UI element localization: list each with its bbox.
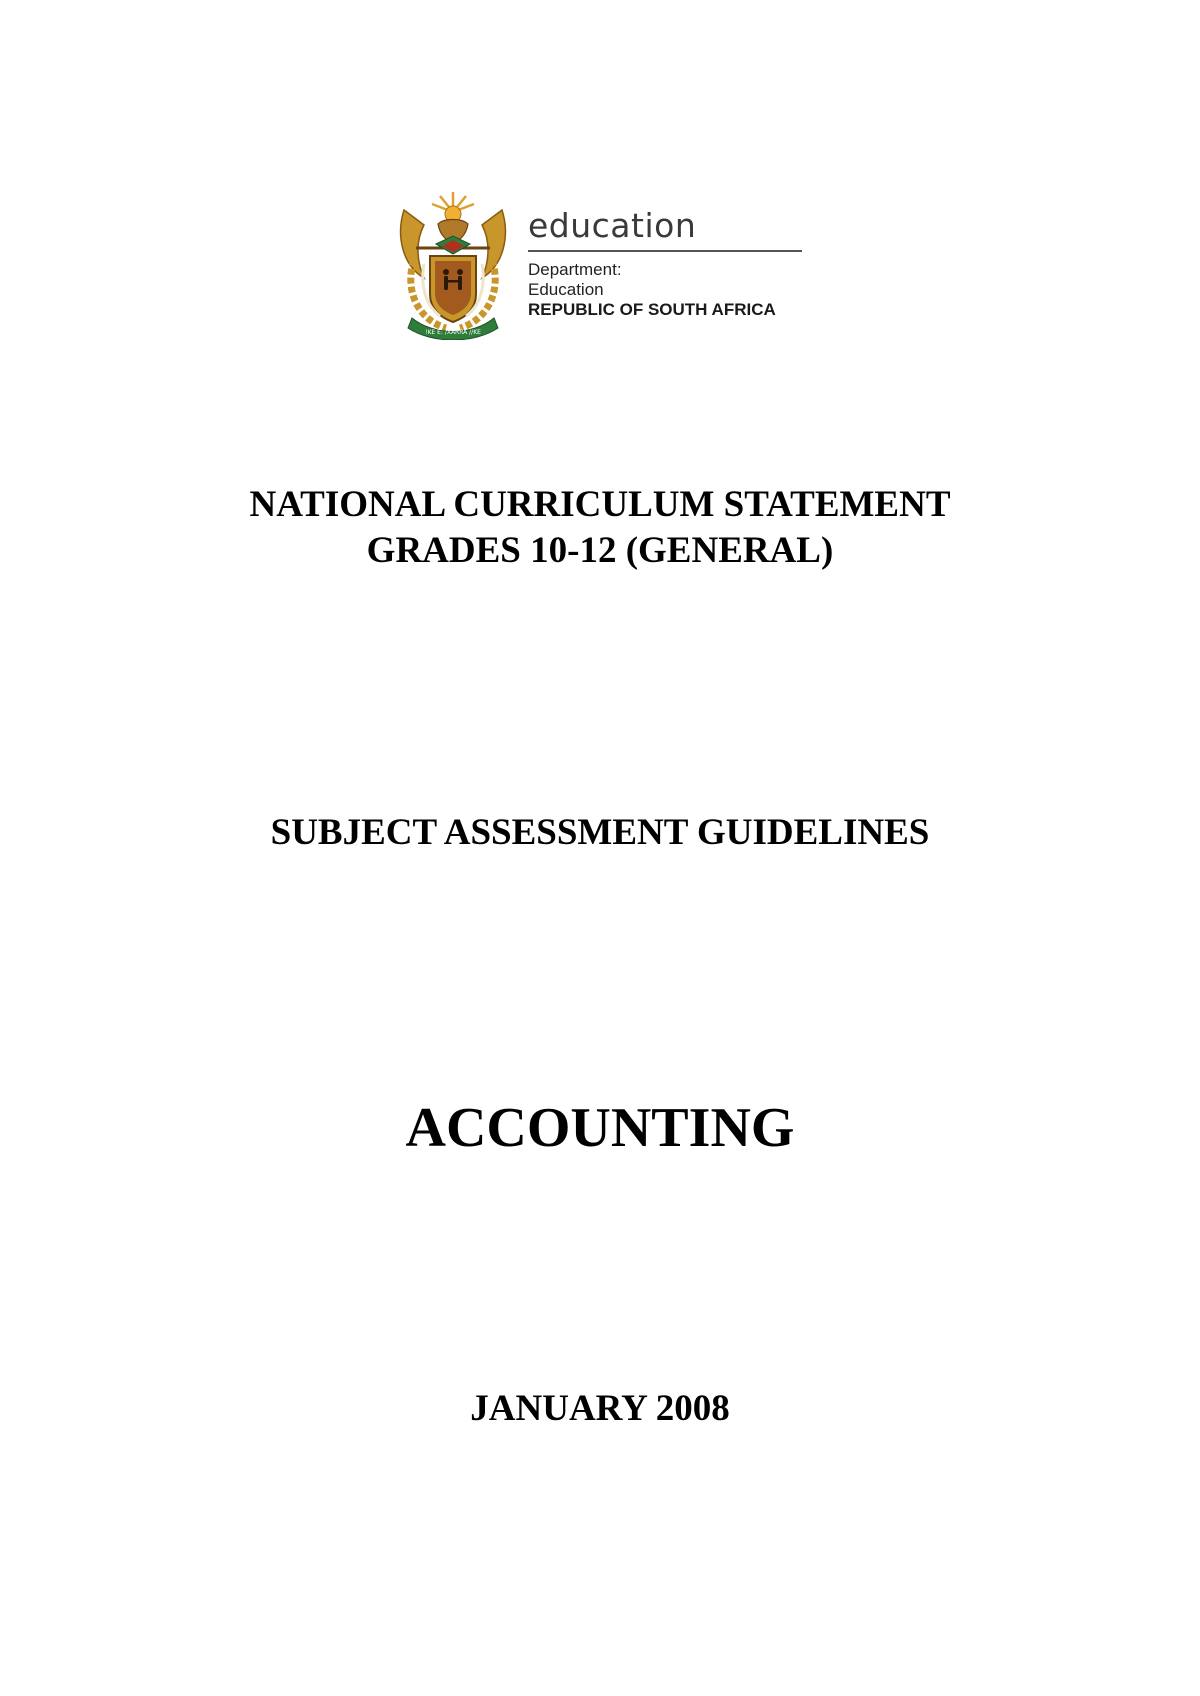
svg-text:!KE E: /XARRA //KE: !KE E: /XARRA //KE <box>425 329 481 336</box>
curriculum-title <box>0 482 1200 574</box>
education-wordmark: education <box>528 206 697 245</box>
department-label: Department: <box>528 260 622 279</box>
department-text <box>528 208 808 320</box>
publication-date: JANUARY 2008 <box>470 1388 730 1429</box>
department-logo <box>394 190 814 350</box>
wordmark-divider <box>528 250 802 252</box>
country-name: REPUBLIC OF SOUTH AFRICA <box>528 300 776 319</box>
curriculum-title-line2: GRADES 10-12 (GENERAL) <box>366 530 834 571</box>
document-type: SUBJECT ASSESSMENT GUIDELINES <box>270 812 930 853</box>
curriculum-title-line1: NATIONAL CURRICULUM STATEMENT <box>249 484 951 525</box>
subject-title: ACCOUNTING <box>405 1097 795 1159</box>
coat-of-arms-icon <box>394 190 512 340</box>
department-name: Education <box>528 280 604 299</box>
